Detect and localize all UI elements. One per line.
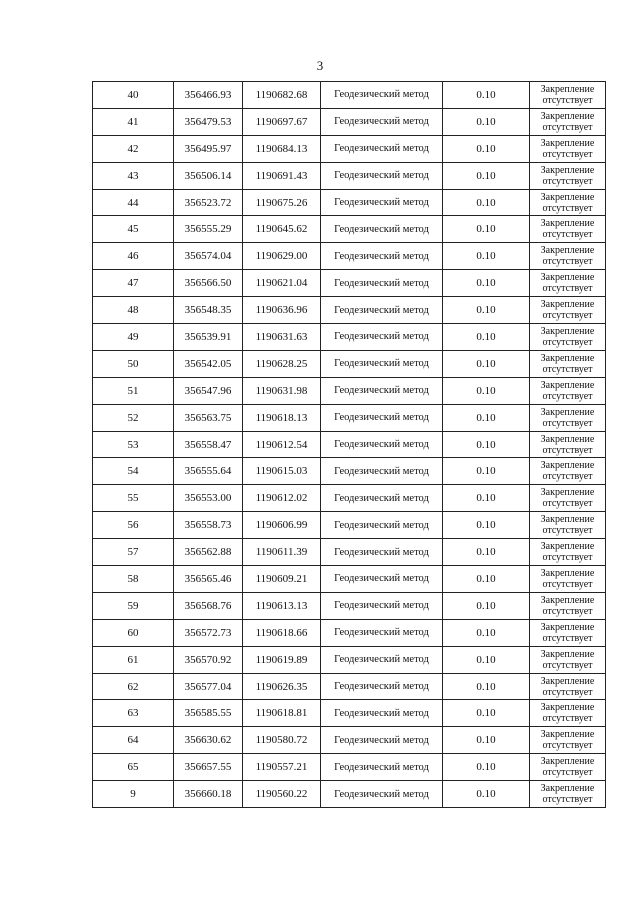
- point-number-cell: 42: [93, 135, 174, 162]
- x-coordinate-cell: 356565.46: [174, 566, 243, 593]
- y-coordinate-cell: 1190612.54: [243, 431, 321, 458]
- method-cell: Геодезический метод: [321, 189, 443, 216]
- method-cell: Геодезический метод: [321, 458, 443, 485]
- y-coordinate-cell: 1190645.62: [243, 216, 321, 243]
- point-number-cell: 45: [93, 216, 174, 243]
- point-number-cell: 52: [93, 404, 174, 431]
- y-coordinate-cell: 1190631.63: [243, 324, 321, 351]
- accuracy-cell: 0.10: [443, 485, 530, 512]
- x-coordinate-cell: 356466.93: [174, 82, 243, 109]
- table-row: [93, 539, 606, 566]
- accuracy-cell: 0.10: [443, 377, 530, 404]
- accuracy-cell: 0.10: [443, 512, 530, 539]
- y-coordinate-cell: 1190682.68: [243, 82, 321, 109]
- fixing-description-cell: Закрепление отсутствует: [530, 431, 606, 458]
- point-number-cell: 51: [93, 377, 174, 404]
- point-number-cell: 40: [93, 82, 174, 109]
- method-cell: Геодезический метод: [321, 485, 443, 512]
- point-number-cell: 9: [93, 781, 174, 808]
- y-coordinate-cell: 1190557.21: [243, 754, 321, 781]
- x-coordinate-cell: 356660.18: [174, 781, 243, 808]
- x-coordinate-cell: 356539.91: [174, 324, 243, 351]
- method-cell: Геодезический метод: [321, 512, 443, 539]
- fixing-description-cell: Закрепление отсутствует: [530, 566, 606, 593]
- y-coordinate-cell: 1190636.96: [243, 297, 321, 324]
- method-cell: Геодезический метод: [321, 216, 443, 243]
- method-cell: Геодезический метод: [321, 404, 443, 431]
- table-row: [93, 270, 606, 297]
- table-row: [93, 431, 606, 458]
- y-coordinate-cell: 1190580.72: [243, 727, 321, 754]
- fixing-description-cell: Закрепление отсутствует: [530, 350, 606, 377]
- method-cell: Геодезический метод: [321, 243, 443, 270]
- accuracy-cell: 0.10: [443, 673, 530, 700]
- fixing-description-cell: Закрепление отсутствует: [530, 135, 606, 162]
- method-cell: Геодезический метод: [321, 377, 443, 404]
- fixing-description-cell: Закрепление отсутствует: [530, 781, 606, 808]
- x-coordinate-cell: 356506.14: [174, 162, 243, 189]
- fixing-description-cell: Закрепление отсутствует: [530, 512, 606, 539]
- y-coordinate-cell: 1190631.98: [243, 377, 321, 404]
- coordinates-table-body: [93, 82, 606, 808]
- point-number-cell: 56: [93, 512, 174, 539]
- table-row: [93, 135, 606, 162]
- point-number-cell: 57: [93, 539, 174, 566]
- method-cell: Геодезический метод: [321, 781, 443, 808]
- point-number-cell: 61: [93, 646, 174, 673]
- point-number-cell: 55: [93, 485, 174, 512]
- fixing-description-cell: Закрепление отсутствует: [530, 243, 606, 270]
- accuracy-cell: 0.10: [443, 108, 530, 135]
- method-cell: Геодезический метод: [321, 700, 443, 727]
- x-coordinate-cell: 356558.47: [174, 431, 243, 458]
- method-cell: Геодезический метод: [321, 350, 443, 377]
- accuracy-cell: 0.10: [443, 82, 530, 109]
- y-coordinate-cell: 1190619.89: [243, 646, 321, 673]
- accuracy-cell: 0.10: [443, 458, 530, 485]
- fixing-description-cell: Закрепление отсутствует: [530, 619, 606, 646]
- x-coordinate-cell: 356495.97: [174, 135, 243, 162]
- fixing-description-cell: Закрепление отсутствует: [530, 673, 606, 700]
- y-coordinate-cell: 1190560.22: [243, 781, 321, 808]
- fixing-description-cell: Закрепление отсутствует: [530, 162, 606, 189]
- fixing-description-cell: Закрепление отсутствует: [530, 754, 606, 781]
- x-coordinate-cell: 356570.92: [174, 646, 243, 673]
- fixing-description-cell: Закрепление отсутствует: [530, 216, 606, 243]
- accuracy-cell: 0.10: [443, 539, 530, 566]
- point-number-cell: 49: [93, 324, 174, 351]
- table-row: [93, 108, 606, 135]
- point-number-cell: 64: [93, 727, 174, 754]
- x-coordinate-cell: 356548.35: [174, 297, 243, 324]
- accuracy-cell: 0.10: [443, 727, 530, 754]
- x-coordinate-cell: 356577.04: [174, 673, 243, 700]
- table-row: [93, 189, 606, 216]
- fixing-description-cell: Закрепление отсутствует: [530, 458, 606, 485]
- y-coordinate-cell: 1190613.13: [243, 592, 321, 619]
- fixing-description-cell: Закрепление отсутствует: [530, 108, 606, 135]
- method-cell: Геодезический метод: [321, 646, 443, 673]
- y-coordinate-cell: 1190675.26: [243, 189, 321, 216]
- method-cell: Геодезический метод: [321, 324, 443, 351]
- x-coordinate-cell: 356542.05: [174, 350, 243, 377]
- table-row: [93, 781, 606, 808]
- method-cell: Геодезический метод: [321, 135, 443, 162]
- table-row: [93, 82, 606, 109]
- x-coordinate-cell: 356555.64: [174, 458, 243, 485]
- point-number-cell: 54: [93, 458, 174, 485]
- point-number-cell: 50: [93, 350, 174, 377]
- table-row: [93, 243, 606, 270]
- method-cell: Геодезический метод: [321, 431, 443, 458]
- accuracy-cell: 0.10: [443, 566, 530, 593]
- table-row: [93, 162, 606, 189]
- fixing-description-cell: Закрепление отсутствует: [530, 270, 606, 297]
- y-coordinate-cell: 1190621.04: [243, 270, 321, 297]
- point-number-cell: 62: [93, 673, 174, 700]
- point-number-cell: 41: [93, 108, 174, 135]
- method-cell: Геодезический метод: [321, 162, 443, 189]
- accuracy-cell: 0.10: [443, 404, 530, 431]
- y-coordinate-cell: 1190628.25: [243, 350, 321, 377]
- fixing-description-cell: Закрепление отсутствует: [530, 82, 606, 109]
- method-cell: Геодезический метод: [321, 727, 443, 754]
- table-row: [93, 619, 606, 646]
- accuracy-cell: 0.10: [443, 243, 530, 270]
- accuracy-cell: 0.10: [443, 619, 530, 646]
- x-coordinate-cell: 356585.55: [174, 700, 243, 727]
- accuracy-cell: 0.10: [443, 781, 530, 808]
- y-coordinate-cell: 1190611.39: [243, 539, 321, 566]
- x-coordinate-cell: 356566.50: [174, 270, 243, 297]
- accuracy-cell: 0.10: [443, 646, 530, 673]
- fixing-description-cell: Закрепление отсутствует: [530, 404, 606, 431]
- x-coordinate-cell: 356568.76: [174, 592, 243, 619]
- y-coordinate-cell: 1190606.99: [243, 512, 321, 539]
- table-row: [93, 458, 606, 485]
- accuracy-cell: 0.10: [443, 431, 530, 458]
- fixing-description-cell: Закрепление отсутствует: [530, 485, 606, 512]
- table-row: [93, 700, 606, 727]
- y-coordinate-cell: 1190691.43: [243, 162, 321, 189]
- y-coordinate-cell: 1190615.03: [243, 458, 321, 485]
- point-number-cell: 65: [93, 754, 174, 781]
- fixing-description-cell: Закрепление отсутствует: [530, 646, 606, 673]
- x-coordinate-cell: 356574.04: [174, 243, 243, 270]
- method-cell: Геодезический метод: [321, 270, 443, 297]
- y-coordinate-cell: 1190697.67: [243, 108, 321, 135]
- accuracy-cell: 0.10: [443, 700, 530, 727]
- fixing-description-cell: Закрепление отсутствует: [530, 727, 606, 754]
- accuracy-cell: 0.10: [443, 216, 530, 243]
- method-cell: Геодезический метод: [321, 82, 443, 109]
- accuracy-cell: 0.10: [443, 592, 530, 619]
- table-row: [93, 673, 606, 700]
- method-cell: Геодезический метод: [321, 108, 443, 135]
- table-row: [93, 646, 606, 673]
- method-cell: Геодезический метод: [321, 673, 443, 700]
- table-row: [93, 754, 606, 781]
- x-coordinate-cell: 356555.29: [174, 216, 243, 243]
- table-row: [93, 377, 606, 404]
- y-coordinate-cell: 1190618.13: [243, 404, 321, 431]
- accuracy-cell: 0.10: [443, 350, 530, 377]
- table-row: [93, 404, 606, 431]
- table-row: [93, 350, 606, 377]
- accuracy-cell: 0.10: [443, 189, 530, 216]
- method-cell: Геодезический метод: [321, 539, 443, 566]
- accuracy-cell: 0.10: [443, 297, 530, 324]
- x-coordinate-cell: 356479.53: [174, 108, 243, 135]
- x-coordinate-cell: 356547.96: [174, 377, 243, 404]
- x-coordinate-cell: 356562.88: [174, 539, 243, 566]
- y-coordinate-cell: 1190609.21: [243, 566, 321, 593]
- x-coordinate-cell: 356558.73: [174, 512, 243, 539]
- point-number-cell: 53: [93, 431, 174, 458]
- fixing-description-cell: Закрепление отсутствует: [530, 592, 606, 619]
- point-number-cell: 43: [93, 162, 174, 189]
- coordinates-table: [92, 81, 606, 808]
- x-coordinate-cell: 356553.00: [174, 485, 243, 512]
- table-row: [93, 297, 606, 324]
- point-number-cell: 60: [93, 619, 174, 646]
- fixing-description-cell: Закрепление отсутствует: [530, 377, 606, 404]
- point-number-cell: 48: [93, 297, 174, 324]
- fixing-description-cell: Закрепление отсутствует: [530, 700, 606, 727]
- accuracy-cell: 0.10: [443, 162, 530, 189]
- x-coordinate-cell: 356657.55: [174, 754, 243, 781]
- y-coordinate-cell: 1190618.81: [243, 700, 321, 727]
- x-coordinate-cell: 356523.72: [174, 189, 243, 216]
- table-row: [93, 216, 606, 243]
- x-coordinate-cell: 356630.62: [174, 727, 243, 754]
- y-coordinate-cell: 1190618.66: [243, 619, 321, 646]
- accuracy-cell: 0.10: [443, 270, 530, 297]
- point-number-cell: 63: [93, 700, 174, 727]
- accuracy-cell: 0.10: [443, 324, 530, 351]
- point-number-cell: 58: [93, 566, 174, 593]
- fixing-description-cell: Закрепление отсутствует: [530, 189, 606, 216]
- table-row: [93, 512, 606, 539]
- y-coordinate-cell: 1190684.13: [243, 135, 321, 162]
- point-number-cell: 47: [93, 270, 174, 297]
- x-coordinate-cell: 356572.73: [174, 619, 243, 646]
- accuracy-cell: 0.10: [443, 754, 530, 781]
- y-coordinate-cell: 1190612.02: [243, 485, 321, 512]
- fixing-description-cell: Закрепление отсутствует: [530, 324, 606, 351]
- point-number-cell: 44: [93, 189, 174, 216]
- point-number-cell: 46: [93, 243, 174, 270]
- method-cell: Геодезический метод: [321, 592, 443, 619]
- method-cell: Геодезический метод: [321, 619, 443, 646]
- table-row: [93, 727, 606, 754]
- y-coordinate-cell: 1190626.35: [243, 673, 321, 700]
- page-number: 3: [316, 58, 324, 73]
- method-cell: Геодезический метод: [321, 297, 443, 324]
- x-coordinate-cell: 356563.75: [174, 404, 243, 431]
- method-cell: Геодезический метод: [321, 754, 443, 781]
- fixing-description-cell: Закрепление отсутствует: [530, 539, 606, 566]
- y-coordinate-cell: 1190629.00: [243, 243, 321, 270]
- table-row: [93, 592, 606, 619]
- fixing-description-cell: Закрепление отсутствует: [530, 297, 606, 324]
- point-number-cell: 59: [93, 592, 174, 619]
- method-cell: Геодезический метод: [321, 566, 443, 593]
- table-row: [93, 485, 606, 512]
- accuracy-cell: 0.10: [443, 135, 530, 162]
- table-row: [93, 324, 606, 351]
- table-row: [93, 566, 606, 593]
